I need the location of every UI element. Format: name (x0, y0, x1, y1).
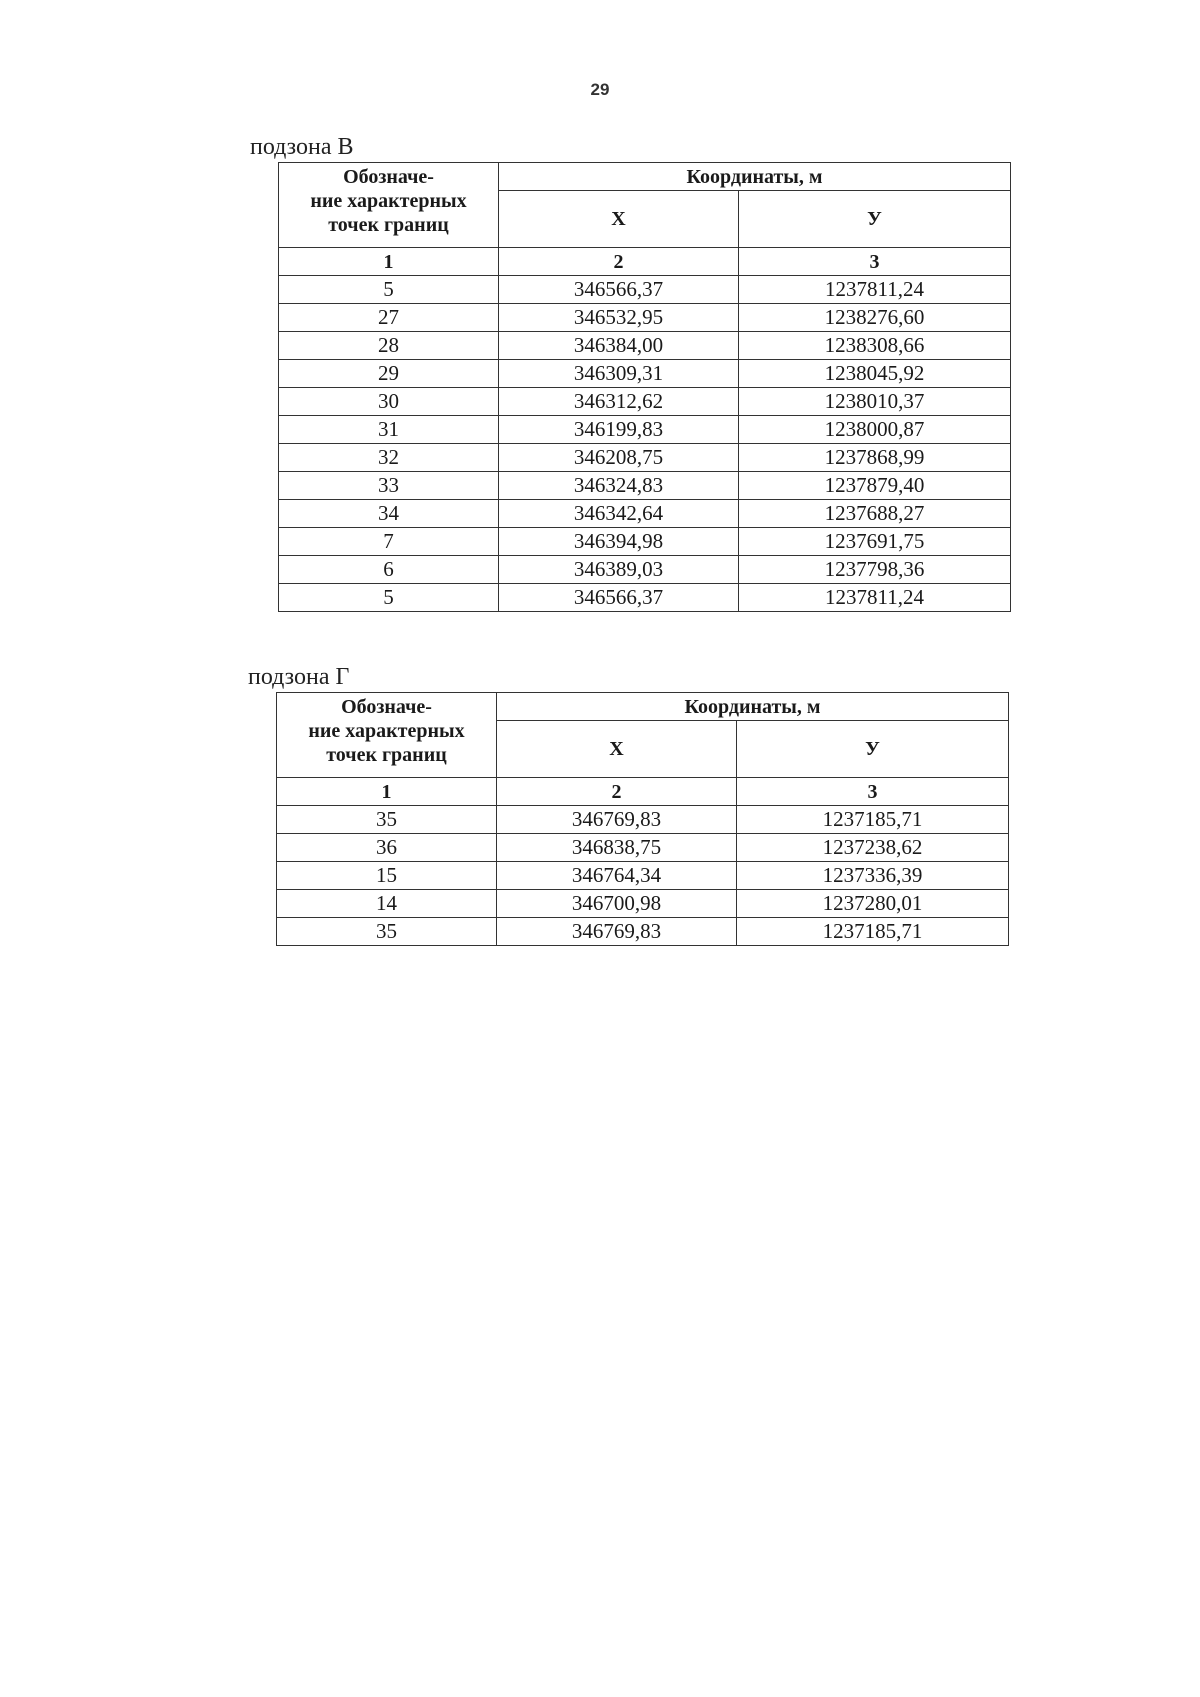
x-column-header: Х (497, 721, 737, 778)
y-coordinate-cell: 1237185,71 (737, 806, 1009, 834)
column-number: 3 (739, 248, 1011, 276)
point-number-cell: 27 (279, 304, 499, 332)
table-row (279, 528, 1011, 556)
point-number-cell: 35 (277, 918, 497, 946)
y-coordinate-cell: 1237688,27 (739, 500, 1011, 528)
table-row (277, 918, 1009, 946)
x-coordinate-cell: 346389,03 (499, 556, 739, 584)
coordinates-table (276, 692, 1009, 946)
section-title: подзона В (250, 134, 354, 160)
y-coordinate-cell: 1237238,62 (737, 834, 1009, 862)
y-coordinate-cell: 1238010,37 (739, 388, 1011, 416)
x-coordinate-cell: 346342,64 (499, 500, 739, 528)
column-number: 1 (279, 248, 499, 276)
point-number-cell: 5 (279, 276, 499, 304)
coordinates-table (278, 162, 1011, 612)
table-row (279, 416, 1011, 444)
y-column-header: У (739, 191, 1011, 248)
table-row (279, 388, 1011, 416)
y-column-header: У (737, 721, 1009, 778)
page-number: 29 (590, 80, 610, 99)
point-number-cell: 30 (279, 388, 499, 416)
x-coordinate-cell: 346394,98 (499, 528, 739, 556)
x-coordinate-cell: 346838,75 (497, 834, 737, 862)
point-number-cell: 14 (277, 890, 497, 918)
point-number-cell: 34 (279, 500, 499, 528)
y-coordinate-cell: 1237868,99 (739, 444, 1011, 472)
table-row (279, 276, 1011, 304)
point-number-cell: 28 (279, 332, 499, 360)
x-coordinate-cell: 346312,62 (499, 388, 739, 416)
table-row (279, 556, 1011, 584)
coordinates-header: Координаты, м (499, 163, 1011, 191)
point-number-cell: 6 (279, 556, 499, 584)
point-number-cell: 32 (279, 444, 499, 472)
x-coordinate-cell: 346764,34 (497, 862, 737, 890)
x-coordinate-cell: 346769,83 (497, 918, 737, 946)
point-number-cell: 5 (279, 584, 499, 612)
table-row (279, 472, 1011, 500)
y-coordinate-cell: 1238276,60 (739, 304, 1011, 332)
column-number: 3 (737, 778, 1009, 806)
column-number: 2 (499, 248, 739, 276)
x-coordinate-cell: 346532,95 (499, 304, 739, 332)
point-header-line: Обозначе- (341, 696, 432, 718)
y-coordinate-cell: 1237798,36 (739, 556, 1011, 584)
table-row (279, 332, 1011, 360)
y-coordinate-cell: 1238000,87 (739, 416, 1011, 444)
x-coordinate-cell: 346309,31 (499, 360, 739, 388)
section-subzone-g (248, 662, 1009, 946)
x-coordinate-cell: 346384,00 (499, 332, 739, 360)
table-row (277, 806, 1009, 834)
section-subzone-v (250, 132, 1011, 612)
y-coordinate-cell: 1238045,92 (739, 360, 1011, 388)
y-coordinate-cell: 1237811,24 (739, 584, 1011, 612)
point-header-line: Обозначе- (343, 166, 434, 188)
table-row (279, 584, 1011, 612)
point-number-cell: 33 (279, 472, 499, 500)
point-header-line: точек границ (328, 214, 449, 236)
section-title: подзона Г (248, 664, 350, 690)
table-row (277, 834, 1009, 862)
point-number-cell: 29 (279, 360, 499, 388)
x-column-header: Х (499, 191, 739, 248)
x-coordinate-cell: 346324,83 (499, 472, 739, 500)
point-number-cell: 7 (279, 528, 499, 556)
point-column-header (277, 693, 497, 778)
table-row (277, 862, 1009, 890)
column-number: 2 (497, 778, 737, 806)
x-coordinate-cell: 346199,83 (499, 416, 739, 444)
y-coordinate-cell: 1238308,66 (739, 332, 1011, 360)
point-header-line: ние характерных (308, 720, 465, 742)
x-coordinate-cell: 346566,37 (499, 584, 739, 612)
x-coordinate-cell: 346700,98 (497, 890, 737, 918)
x-coordinate-cell: 346208,75 (499, 444, 739, 472)
y-coordinate-cell: 1237336,39 (737, 862, 1009, 890)
column-number: 1 (277, 778, 497, 806)
y-coordinate-cell: 1237185,71 (737, 918, 1009, 946)
y-coordinate-cell: 1237811,24 (739, 276, 1011, 304)
point-column-header (279, 163, 499, 248)
x-coordinate-cell: 346769,83 (497, 806, 737, 834)
point-number-cell: 36 (277, 834, 497, 862)
table-row (279, 360, 1011, 388)
x-coordinate-cell: 346566,37 (499, 276, 739, 304)
point-number-cell: 35 (277, 806, 497, 834)
y-coordinate-cell: 1237691,75 (739, 528, 1011, 556)
y-coordinate-cell: 1237879,40 (739, 472, 1011, 500)
y-coordinate-cell: 1237280,01 (737, 890, 1009, 918)
point-number-cell: 31 (279, 416, 499, 444)
point-header-line: ние характерных (310, 190, 467, 212)
point-number-cell: 15 (277, 862, 497, 890)
table-row (277, 890, 1009, 918)
table-row (279, 304, 1011, 332)
table-row (279, 500, 1011, 528)
coordinates-header: Координаты, м (497, 693, 1009, 721)
table-row (279, 444, 1011, 472)
point-header-line: точек границ (326, 744, 447, 766)
